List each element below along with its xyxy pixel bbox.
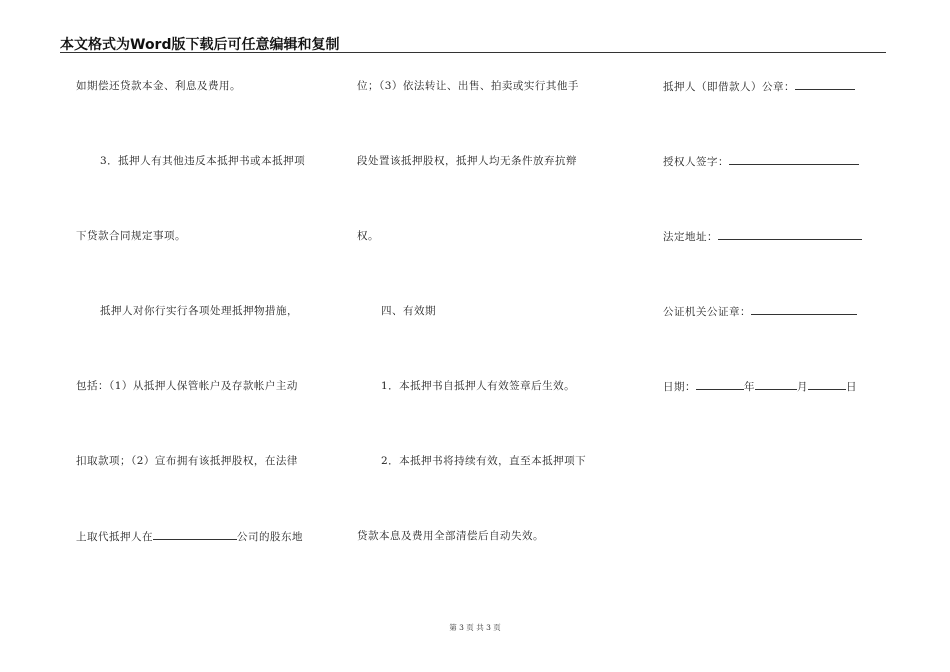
text-column-1 <box>76 78 326 603</box>
year-blank <box>696 378 744 390</box>
date-field <box>663 378 878 453</box>
text-line: 下贷款合同规定事项。 <box>76 230 186 242</box>
notary-blank <box>751 303 857 315</box>
address-blank <box>718 228 862 240</box>
year-label: 年 <box>744 381 755 393</box>
header-divider <box>60 52 886 53</box>
signature-blank <box>729 153 859 165</box>
document-header-title: 本文格式为Word版下载后可任意编辑和复制 <box>60 37 340 53</box>
text-fragment: 公司的股东地 <box>237 531 303 543</box>
month-label: 月 <box>797 381 808 393</box>
text-line: 2．本抵押书将持续有效，直至本抵押项下 <box>381 455 587 467</box>
page-number: 第 3 页 共 3 页 <box>449 623 501 632</box>
section-heading: 四、有效期 <box>381 305 436 317</box>
address-field <box>663 228 878 303</box>
text-line: 权。 <box>357 230 379 242</box>
company-name-blank <box>153 528 237 540</box>
text-line: 1．本抵押书自抵押人有效签章后生效。 <box>381 380 576 392</box>
text-line: 位；（3）依法转让、出售、拍卖或实行其他手 <box>357 80 579 92</box>
signature-field <box>663 153 878 228</box>
signature-column <box>663 78 878 453</box>
address-label: 法定地址： <box>663 231 718 243</box>
day-label: 日 <box>846 381 857 393</box>
text-line: 如期偿还贷款本金、利息及费用。 <box>76 80 241 92</box>
seal-field <box>663 78 878 153</box>
text-line: 3．抵押人有其他违反本抵押书或本抵押项 <box>100 155 306 167</box>
text-line: 贷款本息及费用全部清偿后自动失效。 <box>357 530 544 542</box>
month-blank <box>755 378 797 390</box>
date-label: 日期： <box>663 381 696 393</box>
day-blank <box>808 378 846 390</box>
text-line: 抵押人对你行实行各项处理抵押物措施， <box>100 305 298 317</box>
notary-label: 公证机关公证章： <box>663 306 751 318</box>
text-line: 段处置该抵押股权，抵押人均无条件放弃抗辩 <box>357 155 577 167</box>
text-line-with-blank <box>76 528 326 603</box>
text-column-2 <box>357 78 607 603</box>
text-line: 包括：（1）从抵押人保管帐户及存款帐户主动 <box>76 380 298 392</box>
signature-label: 授权人签字： <box>663 156 729 168</box>
seal-label: 抵押人（即借款人）公章： <box>663 81 795 93</box>
text-fragment: 上取代抵押人在 <box>76 531 153 543</box>
text-line: 扣取款项；（2）宣布拥有该抵押股权，在法律 <box>76 455 298 467</box>
seal-blank <box>795 78 855 90</box>
notary-field <box>663 303 878 378</box>
